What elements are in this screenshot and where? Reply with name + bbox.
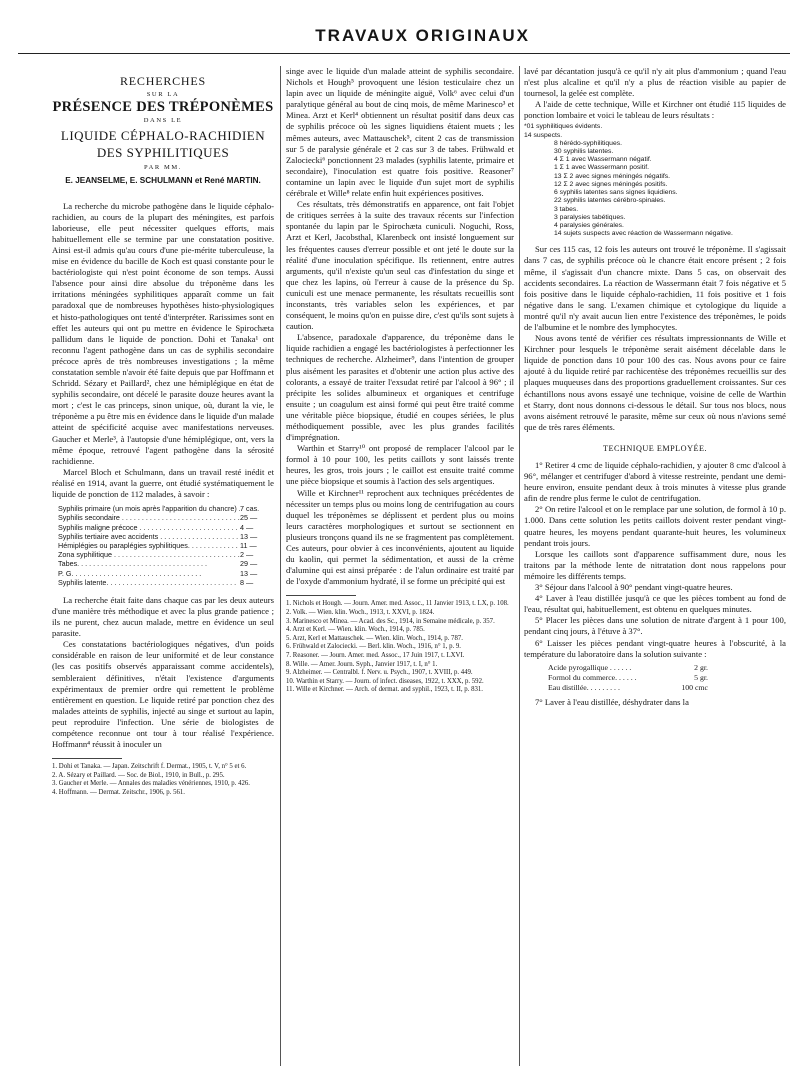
case-row [58, 523, 274, 532]
paragraph: La recherche du microbe pathogène dans le liquide céphalo-rachidien, au cours de la plupart des méningites, est parfois laborieuse, elle peut nécessiter quelques efforts, mais habituellement elle se termine par une constatation positive. Ainsi est-il admis qu'au cours d'une pie-mérite tuberculeuse, la mise en évidence du bacille de Koch est quasi constante pour le bactériologiste qui n'est point économe de son temps. Aussi l'absence pour ainsi dire absolue du tréponème dans les irritations méningées syphilitiques apparaît comme un fait paradoxal que de nombreuses hypothèses histo-physiologiques et histo-pathologiques ont tenté d'interpréter. Rarissimes sont en effet les auteurs qui ont pu mettre en évidence le Spirochæta pallidum dans le liquide de ponction. Dohi et Tanaka¹ ont reconnu l'agent pathogène dans un cas de syphilis secondaire précoce après de très nombreuses investigations ; la même constatation semble n'avoir été faite depuis que par Hoffmann et Schridd. Sézary et Paillard², chez une hémiplégique en état de syphilis secondaire, ont décelé le parasite douze heures avant la mort ; c'est le cas princeps, sinon unique, où, durant la vie, le tréponème a pu être mis en évidence dans le liquide d'un malade atteint de spécificité acquise avec manifestations nerveuses. Gaucher et Merle³, à l'autopsie d'une hémiplégique, ont, vers la même époque, retrouvé l'agent pathogène dans la sérosité rachidienne. [52, 200, 274, 466]
results-item: 3 paralysies tabétiques. [554, 213, 626, 221]
results-list [524, 123, 786, 238]
section-heading: TECHNIQUE EMPLOYÉE. [602, 443, 708, 453]
case-count: 8 — [240, 577, 254, 587]
case-count: 7 cas. [240, 504, 260, 514]
footnote: 5. Arzt, Kerl et Mattauschek. — Wien. klin. Woch., 1914, p. 787. [286, 634, 463, 642]
results-item: *01 syphilitiques évidents. [524, 123, 603, 131]
footnote: 11. Wille et Kirchner. — Arch. of dermat. and syphil., 1923, t. II, p. 831. [286, 686, 483, 694]
results-item: 13 Σ 2 avec signes méningés négatifs. [554, 172, 671, 180]
paragraph: Sur ces 115 cas, 12 fois les auteurs ont trouvé le tréponème. Il s'agissait dans 7 cas, de syphilis précoce où le chancre était encore présent ; 2 fois même, il s'agissait d'un chancre mixte. Dans 5 cas, on observait des accidents secondaires. La réaction de Wassermann était 7 fois négative et 5 fois positive dans le liquide céphalo-rachidien, 11 fois positive et 1 fois négative dans le sang. L'examen chimique et cytologique du liquide a montré qu'il n'y avait aucun lien entre l'existence des tréponèmes, le poids de l'albumine et le nombre des lymphocytes. [524, 244, 786, 332]
technique-step: 3° Séjour dans l'alcool à 90° pendant vingt-quatre heures. [535, 582, 733, 593]
footnote: 2. Volk. — Wien. klin. Woch., 1913, t. XXVI, p. 1824. [286, 609, 435, 616]
reagent-table [548, 663, 708, 693]
paragraph: singe avec le liquide d'un malade atteint de syphilis secondaire. Nichols et Hough⁵ provoquent une lésion testiculaire chez un lapin avec un liquide de méningite aiguë, Volk⁶ avec celui d'un paralytique général au bout de cinq mois, de même Marinesco³ et Minea. Arzt et Kerl⁴ obtiennent un résultat positif dans deux cas de syphilis précoce où les signes liquidiens étaient muets ; les mêmes auteurs, avec Mattauschek⁵, citent 2 cas de transmission sur 5 de paralysie générale et 2 cas sur 3 de tabes. Frühwald et Zalociecki⁶ ponctionnent 23 malades (syphilis latente, primaire et secondaire), l'inoculation est quatre fois positive. Reasoner⁷ contamine un lapin avec le liquide d'un sujet mort de syphilis cérébrale et Wille⁸ relate enfin huit expériences positives. [286, 66, 514, 199]
case-row [58, 569, 274, 578]
reagent-qty: 5 gr. [694, 672, 708, 682]
column-3 [524, 66, 786, 708]
footnote: 8. Wille. — Amer. Journ. Syph., Janvier 1917, t. I, n° 1. [286, 660, 438, 668]
case-label: Hémiplégies ou paraplégies syphilitiques. . . . [58, 541, 240, 550]
case-row [58, 550, 274, 559]
article-title: PRÉSENCE DES TRÉPONÈMES [52, 99, 274, 116]
case-count: 11 — [240, 540, 257, 550]
footnote: 3. Marinesco et Minea. — Acad. des Sc., 1914, in Semaine médicale, p. 357. [286, 617, 495, 625]
case-row [58, 559, 274, 568]
case-count: 13 — [240, 531, 258, 541]
column-divider-right [519, 66, 520, 1066]
title-line-6: DES SYPHILITIQUES [96, 145, 230, 161]
paragraph: Marcel Bloch et Schulmann, dans un travail resté inédit et réalisé en 1914, avant la guerre, ont étudié systématiquement le liquide de ponction de 112 malades, à savoir : [52, 466, 274, 499]
title-line-5: LIQUIDE CÉPHALO-RACHIDIEN [60, 128, 266, 144]
footnote: 4. Arzt et Kerl. — Wien. klin. Woch., 1914, p. 785. [286, 626, 425, 634]
results-item: 8 hérédo-syphilitiques. [554, 139, 623, 147]
results-item: 14 sujets suspects avec réaction de Wassermann négative. [554, 230, 733, 238]
case-row [58, 504, 274, 513]
case-label: Syphilis maligne précoce . . . [58, 523, 240, 532]
technique-step: 7° Laver à l'eau distillée, déshydrater dans la [535, 696, 689, 707]
results-item: 12 Σ 2 avec signes méningés positifs. [554, 180, 668, 188]
case-count: 13 — [240, 568, 258, 578]
case-count: 29 — [240, 559, 258, 569]
title-line-4: DANS LE [143, 117, 183, 125]
footnote: 7. Reasoner. — Journ. Amer. med. Assoc., 17 Juin 1917, t. LXVI. [286, 651, 465, 659]
results-item: 14 suspects. [524, 131, 563, 139]
technique-step: 4° Laver à l'eau distillée jusqu'à ce que les pièces tombent au fond de l'eau, résultat qui, habituellement, est obtenu en quelques minutes. [524, 593, 786, 615]
column-divider-left [280, 66, 281, 1066]
results-item: 4 Σ 1 avec Wassermann négatif. [554, 156, 652, 164]
case-label: Syphilis secondaire . . . [58, 513, 240, 522]
article-title-block [52, 76, 274, 187]
reagent-row [548, 673, 708, 683]
paragraph: Nous avons tenté de vérifier ces résultats impressionnants de Wille et Kirchner pour lesquels le tréponème serait aisément décelable dans le liquide de ponction dans 10 pour 100 des cas. Nous avons pour ce faire ajouté à du liquide retiré par rachicentèse des tréponèmes recueillis sur des plaques muqueuses dans des proportions graduellement croissantes. Sur ces échantillons nous avons essayé une technique, voisine de celle de Warthin et Starry, dont nous donnons ci-dessous le détail. Sur tous nos blocs, nous avons aisément retrouvé le parasite, même sur ceux où nous n'avions semé que de très rares éléments. [524, 333, 786, 432]
paragraph: A l'aide de cette technique, Wille et Kirchner ont étudié 115 liquides de ponction lombaire et voici le tableau de leurs résultats : [524, 99, 786, 121]
technique-step: 2° On retire l'alcool et on le remplace par une solution, de formol à 10 p. 1.000. Dans cette solution les petits caillots doivent rester pendant vingt-quatre heures, les moyens pendant quarante-huit heures, les volumineux pendant trois jours. [524, 504, 786, 548]
header-rule [18, 53, 790, 54]
footnote: 4. Hoffmann. — Dermat. Zeitschr., 1906, p. 561. [52, 789, 185, 797]
paragraph: Wille et Kirchner¹¹ reprochent aux techniques précédentes de nécessiter un temps plus ou moins long de centrifugation au cours duquel les tréponèmes se déplissent et perdent plus ou moins leurs caractères morphologiques et surtout se sectionnent en plusieurs tronçons quand ils ne se fragmentent pas complètement. Ces auteurs, pour obvier à ces inconvénients, ajoutent au liquide du kaolin, qui permet la sédimentation, et aussi de la crème d'alumine qui est ainsi préparée : de l'alun ordinaire est traité par de l'oxyde d'ammonium hydraté, il se forme un précipité qui est [286, 487, 514, 587]
section-title: TRAVAUX ORIGINAUX [315, 26, 530, 45]
paragraph: Ces constatations bactériologiques négatives, d'un poids considérable en raison de leur uniformité et de leur constance (les cas positifs observés apparaissant comme accidentels), sembleraient définitives, n'était l'existence d'arguments expérimentaux de premier ordre qui remettent le problème entièrement en question. Le liquide retiré par ponction chez des malades atteints de syphilis, injecté au singe et surtout au lapin, peut reproduire l'infection. Une série de biologistes de compétence reconnue ont tour à tour réalisé l'expérience. Hoffmann⁴ réussit à inoculer un [52, 639, 274, 750]
case-label: Syphilis latente. . . . [58, 578, 240, 587]
reagent-name: Eau distillée. . . . . . . . . [548, 682, 620, 692]
footnote: 1. Dohi et Tanaka. — Japan. Zeitschrift f. Dermat., 1905, t. V, n° 5 et 6. [52, 763, 247, 771]
results-item: 1 Σ 1 avec Wassermann positif. [554, 164, 649, 172]
title-line-1: RECHERCHES [119, 74, 206, 88]
title-line-2: SUR LA [146, 91, 180, 99]
footnote: 2. A. Sézary et Paillard. — Soc. de Biol., 1910, in Bull., p. 295. [52, 771, 225, 779]
case-label: Zona syphilitique . . . [58, 550, 240, 559]
results-item: 22 syphilis latentes cérébro-spinales. [554, 197, 666, 205]
results-item: 4 paralysies générales. [554, 221, 624, 229]
paragraph: Ces résultats, très démonstratifs en apparence, ont fait l'objet de critiques serrées à la suite des travaux récents sur l'infection spontanée du lapin par le Spirochæta cuniculi. Noguchi, Ross, Arzt et Kerl, Jacobsthal, Klarenbeck ont insisté longuement sur les fréquentes causes d'erreur possible et ont jeté le doute sur la réalité d'une inoculation spécifique. Ils retiennent, entre autres arguments, qu'il n'existe qu'un seul cas d'infestation du singe et que chez les lapins, où l'erreur à cause de la présence du Sp. cuniculi est une menace permanente, les résultats recueillis sont inconstants, très variables selon les expériences, et par conséquent, le moins qu'on en puisse dire, c'est qu'ils sont sujets à caution. [286, 199, 514, 332]
case-count: 4 — [240, 522, 254, 532]
case-label: Syphilis primaire (un mois après l'apparition du chancre) . . . [58, 504, 240, 513]
reagent-qty: 100 cmc [681, 682, 708, 692]
running-header [0, 26, 800, 48]
reagent-row [548, 683, 708, 693]
footnote: 9. Alzheimer. — Centralbl. f. Nerv. u. Psych., 1907, t. XVIII, p. 449. [286, 669, 473, 677]
reagent-qty: 2 gr. [694, 662, 708, 672]
technique-step: 5° Placer les pièces dans une solution de nitrate d'argent à 1 pour 100, pendant cinq jours, à l'étuve à 37°. [524, 615, 786, 637]
results-item: 30 syphilis latentes. [554, 148, 614, 156]
reagent-name: Formol du commerce. . . . . . [548, 672, 637, 682]
paragraph: lavé par décantation jusqu'à ce qu'il n'y ait plus d'ammonium ; quand l'eau n'est plus alcaline et qu'il n'y a plus de réaction visible au papier de tournesol, la gelée est complète. [524, 66, 786, 99]
reagent-row [548, 663, 708, 673]
case-count: 25 — [240, 513, 258, 523]
paragraph: L'absence, paradoxale d'apparence, du tréponème dans le liquide rachidien a engagé les bactériologistes à perfectionner les techniques de recherche. Alzheimer⁹, dans l'intention de grouper plus aisément les parasites et d'obtenir une action plus active des colorants, a essayé de traiter l'exsudat retiré par l'alcool à 96° ; il précipite les solides albumineux et organiques et centrifuge ensuite ; un coagulum est ainsi formé qui peut être traité comme une véritable pièce biopsique, étudié en coupes sériées, le plus méthodiquement possible, avec les plus grandes facilités d'imprégnation. [286, 332, 514, 443]
case-row [58, 541, 274, 550]
column-1 [52, 66, 274, 798]
case-list [58, 504, 274, 587]
column-2 [286, 66, 514, 695]
results-item: 3 tabes. [554, 205, 579, 213]
case-row [58, 532, 274, 541]
by-line: PAR MM. [143, 164, 183, 172]
paragraph: La recherche était faite dans chaque cas par les deux auteurs d'une manière très méthodique et avec la plus grande patience ; ils ne purent, chez aucun malade, mettre en évidence un seul parasite. [52, 594, 274, 639]
case-label: Tabes. . . . [58, 559, 240, 568]
authors: E. JEANSELME, E. SCHULMANN et René MARTIN. [65, 176, 261, 186]
footnote: 1. Nichols et Hough. — Journ. Amer. med. Assoc., 11 Janvier 1913, t. LX, p. 108. [286, 600, 509, 608]
footnote: 6. Frühwald et Zalociecki. — Berl. klin. Woch., 1916, n° 1, p. 9. [286, 643, 461, 651]
paragraph: Lorsque les caillots sont d'apparence suffisamment dure, nous les traitons par la méthode lente de nitratation dont nous rappelons pour mémoire les différents temps. [524, 548, 786, 581]
footnote-rule [52, 758, 122, 759]
technique-step: 1° Retirer 4 cmc de liquide céphalo-rachidien, y ajouter 8 cmc d'alcool à 96°, mélanger et centrifuger d'abord à vitesse restreinte, pendant une demi-heure environ, ensuite pendant deux à trois minutes à vitesse plus grande afin de rendre plus ferme le culot de centrifugation. [524, 460, 786, 504]
footnote-rule [286, 595, 356, 596]
technique-step: 6° Laisser les pièces pendant vingt-quatre heures à l'obscurité, à la température du laboratoire dans la solution suivante : [524, 637, 786, 659]
reagent-name: Acide pyrogallique . . . . . . [548, 662, 632, 672]
case-row [58, 578, 274, 587]
case-row [58, 513, 274, 522]
results-item: 6 syphilis latentes sans signes liquidiens. [554, 189, 678, 197]
paragraph: Warthin et Starry¹⁰ ont proposé de remplacer l'alcool par le formol à 10 pour 100, les petits caillots y sont laissés trente heures, les gros, trois jours ; le caillot est ensuite traité comme une pièce biopsique et soumis à l'action des sels argentiques. [286, 443, 514, 487]
footnote: 3. Gaucher et Merle. — Annales des maladies vénériennes, 1910, p. 426. [52, 780, 250, 788]
case-label: Syphilis tertiaire avec accidents . . . [58, 532, 240, 541]
footnote: 10. Warthin et Starry. — Journ. of infect. diseases, 1922, t. XXX, p. 592. [286, 677, 484, 685]
case-label: P. G. . . . [58, 569, 240, 578]
case-count: 2 — [240, 550, 254, 560]
